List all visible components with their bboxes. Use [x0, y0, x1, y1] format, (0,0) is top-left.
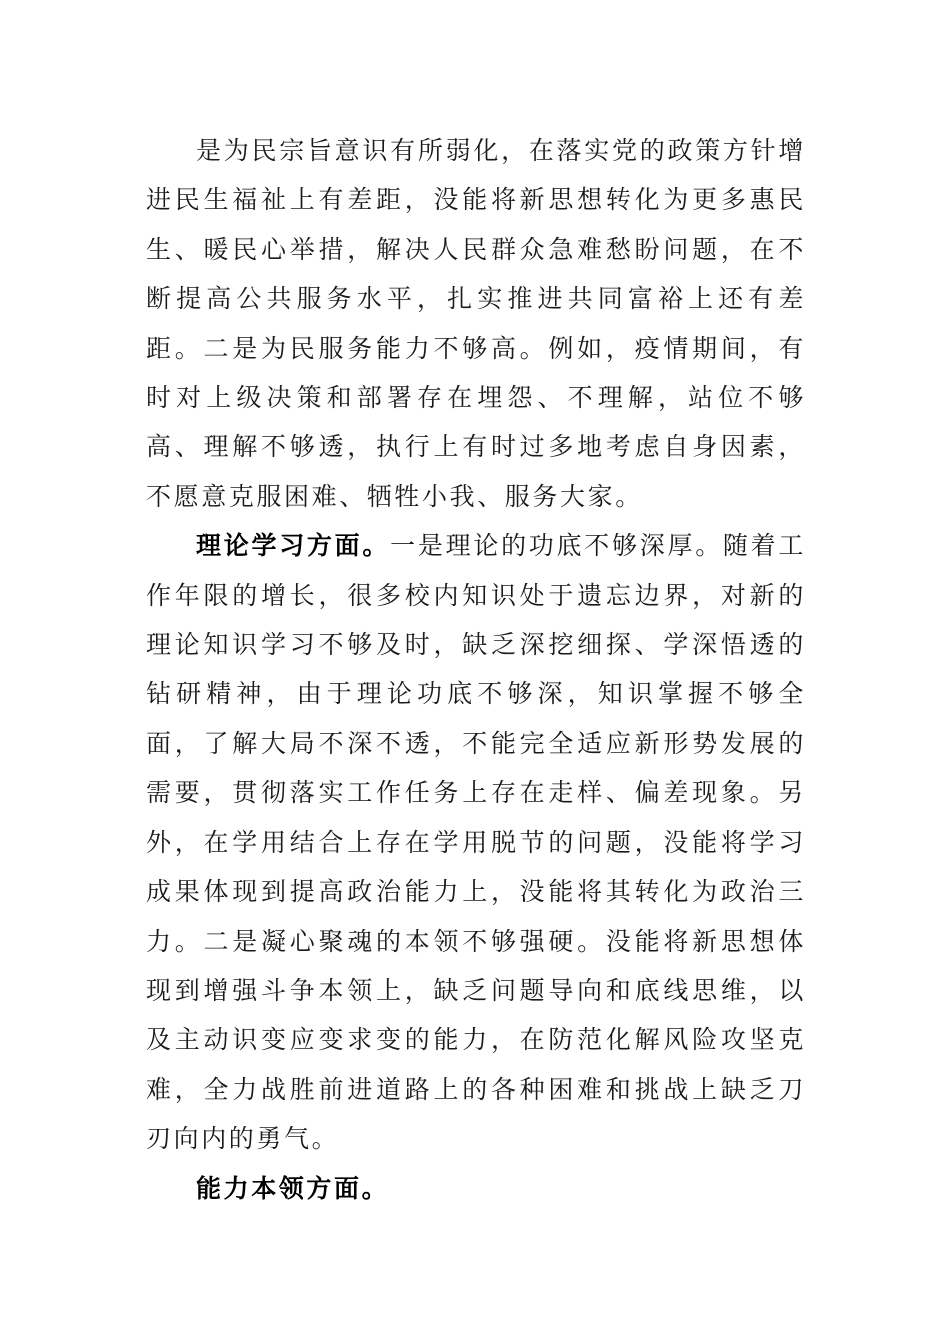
- document-body: [146, 126, 806, 1213]
- paragraph-service-awareness: [146, 126, 806, 521]
- paragraph-theory-study: [146, 521, 806, 1163]
- section-heading-ability: 能力本领方面。: [196, 1173, 390, 1203]
- paragraph-ability: [146, 1164, 806, 1213]
- paragraph-text: 是为民宗旨意识有所弱化，在落实党的政策方针增进民生福祉上有差距，没能将新思想转化为更多惠民生、暖民心举措，解决人民群众急难愁盼问题，在不断提高公共服务水平，扎实推进共同富裕上还有差距。二是为民服务能力不够高。例如，疫情期间，有时对上级决策和部署存在埋怨、不理解，站位不够高、理解不够透，执行上有时过多地考虑自身因素，不愿意克服困难、牺牲小我、服务大家。: [146, 136, 806, 511]
- paragraph-text: 一是理论的功底不够深厚。随着工作年限的增长，很多校内知识处于遗忘边界，对新的理论知识学习不够及时，缺乏深挖细探、学深悟透的钻研精神，由于理论功底不够深，知识掌握不够全面，了解大局不深不透，不能完全适应新形势发展的需要，贯彻落实工作任务上存在走样、偏差现象。另外，在学用结合上存在学用脱节的问题，没能将学习成果体现到提高政治能力上，没能将其转化为政治三力。二是凝心聚魂的本领不够强硬。没能将新思想体现到增强斗争本领上，缺乏问题导向和底线思维，以及主动识变应变求变的能力，在防范化解风险攻坚克难，全力战胜前进道路上的各种困难和挑战上缺乏刀刃向内的勇气。: [146, 531, 806, 1154]
- section-heading-theory-study: 理论学习方面。: [196, 531, 391, 561]
